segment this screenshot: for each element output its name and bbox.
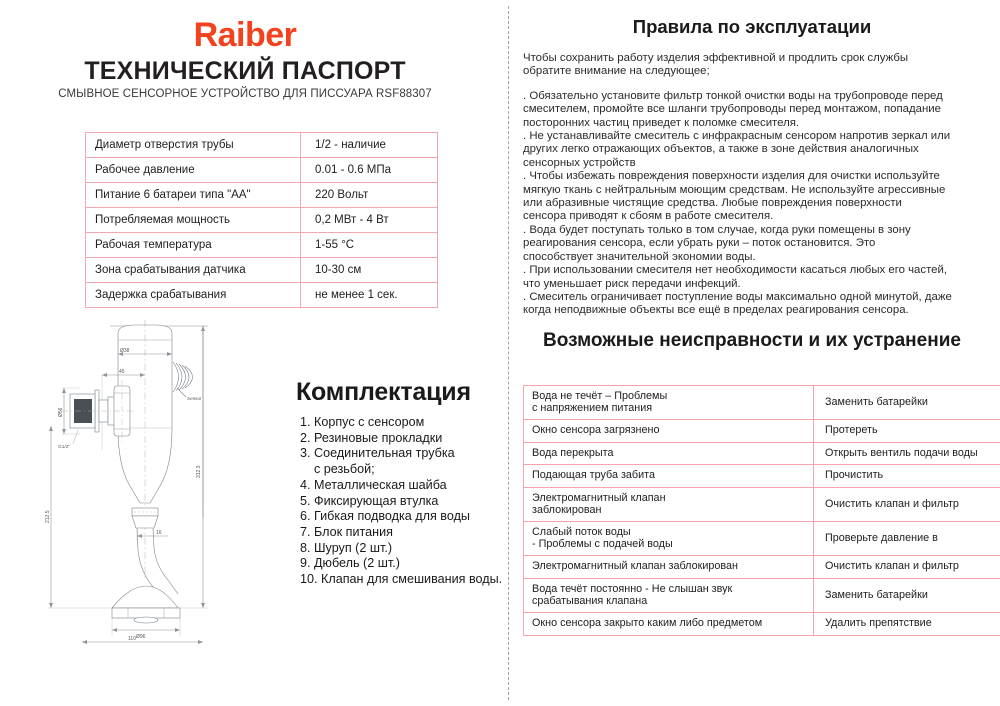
fault-problem: Подающая труба забита: [524, 465, 814, 488]
spec-value: 10-30 см: [301, 258, 438, 283]
kit-item-label: 3. Соединительная трубка: [300, 446, 455, 461]
kit-item-label: 2. Резиновые прокладки: [300, 430, 443, 445]
page-subtitle: СМЫВНОЕ СЕНСОРНОЕ УСТРОЙСТВО ДЛЯ ПИССУАРА RSF88307: [58, 88, 432, 100]
specifications-table: [85, 132, 438, 308]
svg-text:Ø96: Ø96: [136, 634, 146, 640]
table-row: [524, 386, 1000, 420]
list-item: [300, 431, 500, 447]
kit-item-label-continued: с резьбой;: [314, 462, 375, 477]
fault-fix: Протереть: [814, 420, 1000, 443]
table-row: [524, 442, 1000, 465]
svg-text:45: 45: [119, 369, 125, 375]
table-row: [86, 233, 438, 258]
faults-section-title: Возможные неисправности и их устранение: [543, 330, 961, 351]
rules-paragraph: . Чтобы избежать повреждения поверхности изделия для очистки используйте мягкую ткань с нейтральным моющим средствам. Не используйте агрессивные или абразивные чистящие средства. Любые повреждения поверхности сенсора приводят к сбоям в работе смесителя.: [523, 170, 946, 223]
fault-problem: Окно сенсора загрязнено: [524, 420, 814, 443]
table-row: [524, 465, 1000, 488]
kit-item-label: 9. Дюбель (2 шт.): [300, 556, 400, 571]
kit-item-label: 10. Клапан для смешивания воды.: [300, 572, 503, 587]
table-row: [524, 487, 1000, 521]
svg-text:110: 110: [128, 636, 136, 642]
svg-text:212.5: 212.5: [45, 510, 51, 523]
spec-key: Диаметр отверстия трубы: [86, 133, 301, 158]
fault-problem: Электромагнитный клапан заблокирован: [524, 487, 814, 521]
list-item: [300, 478, 500, 494]
kit-item-label: 7. Блок питания: [300, 524, 393, 539]
spec-value: 1-55 °С: [301, 233, 438, 258]
svg-text:G1/2": G1/2": [58, 445, 71, 450]
rules-paragraph: . При использовании смесителя нет необходимости касаться любых его частей, что уменьшает риск передачи инфекций.: [523, 264, 948, 290]
rules-paragraph: . Обязательно установите фильтр тонкой очистки воды на трубопроводе перед смесителем, промойте все шланги трубопроводы перед монтажом, попадание посторонних частиц приведет к поломке смесителя.: [523, 89, 943, 129]
table-row: [524, 613, 1000, 636]
fault-problem: Окно сенсора закрыто каким либо предметом: [524, 613, 814, 636]
list-item: [300, 494, 500, 510]
page-title: ТЕХНИЧЕСКИЙ ПАСПОРТ: [84, 57, 406, 85]
spec-value: 220 Вольт: [301, 183, 438, 208]
fault-problem: Вода течёт постоянно - Не слышан звук срабатывания клапана: [524, 578, 814, 612]
table-row: [524, 578, 1000, 612]
spec-key: Задержка срабатывания: [86, 283, 301, 308]
fault-fix: Открыть вентиль подачи воды: [814, 442, 1000, 465]
table-row: [86, 258, 438, 283]
list-item: [300, 509, 500, 525]
spec-key: Потребляемая мощность: [86, 208, 301, 233]
svg-text:Ø38: Ø38: [120, 348, 130, 354]
fault-problem: Вода не течёт – Проблемы с напряжением питания: [524, 386, 814, 420]
kit-item-label: 5. Фиксирующая втулка: [300, 493, 439, 508]
fault-problem: Вода перекрыта: [524, 442, 814, 465]
spec-key: Питание 6 батареи типа "АА": [86, 183, 301, 208]
fault-fix: Проверьте давление в: [814, 522, 1000, 556]
svg-text:Sensor: Sensor: [187, 396, 202, 401]
brand-logo: Raiber: [193, 16, 297, 54]
fault-problem: Электромагнитный клапан заблокирован: [524, 556, 814, 579]
table-row: [86, 133, 438, 158]
kit-item-label: 6. Гибкая подводка для воды: [300, 509, 470, 524]
rules-body: [523, 52, 983, 318]
list-item: [300, 572, 503, 588]
technical-drawing: [40, 318, 290, 648]
right-column: [508, 0, 1000, 706]
kit-item-label: 8. Шуруп (2 шт.): [300, 540, 393, 555]
table-row: [86, 208, 438, 233]
list-item: [300, 541, 500, 557]
spec-value: не менее 1 сек.: [301, 283, 438, 308]
table-row: [524, 556, 1000, 579]
rules-section-title: Правила по эксплуатации: [632, 16, 872, 37]
spec-key: Зона срабатывания датчика: [86, 258, 301, 283]
table-row: [86, 283, 438, 308]
fault-problem: Слабый поток воды - Проблемы с подачей воды: [524, 522, 814, 556]
list-item: [300, 556, 500, 572]
svg-text:Ø56: Ø56: [58, 407, 64, 417]
fault-fix: Прочистить: [814, 465, 1000, 488]
table-row: [86, 158, 438, 183]
spec-key: Рабочая температура: [86, 233, 301, 258]
spec-value: 0,2 МВт - 4 Вт: [301, 208, 438, 233]
rules-intro: Чтобы сохранить работу изделия эффективной и продлить срок службы обратите внимание на следующее;: [523, 52, 909, 78]
spec-value: 1/2 - наличие: [301, 133, 438, 158]
kit-item-label: 4. Металлическая шайба: [300, 477, 447, 492]
fault-fix: Очистить клапан и фильтр: [814, 556, 1000, 579]
rules-paragraph: . Смеситель ограничивает поступление воды максимально одной минутой, даже когда неподвижные объекты все ещё в пределах реагирования сенсора.: [523, 290, 952, 317]
table-row: [86, 183, 438, 208]
fault-fix: Заменить батарейки: [814, 386, 1000, 420]
drawing-svg: [40, 318, 290, 648]
kit-item-label: 1. Корпус с сенсором: [300, 415, 425, 429]
faults-table: [523, 385, 1000, 636]
spec-key: Рабочее давление: [86, 158, 301, 183]
table-row: [524, 522, 1000, 556]
fault-fix: Удалить препятствие: [814, 613, 1000, 636]
fault-fix: Заменить батарейки: [814, 578, 1000, 612]
kit-list: [300, 415, 503, 588]
list-item: [300, 415, 500, 431]
spec-value: 0.01 - 0.6 МПа: [301, 158, 438, 183]
rules-paragraph: . Вода будет поступать только в том случае, когда руки помещены в зону реагирования сенсора, если убрать руки – поток остановится. Это способствует значительной экономии воды.: [523, 223, 911, 263]
list-item: [300, 525, 500, 541]
fault-fix: Очистить клапан и фильтр: [814, 487, 1000, 521]
svg-text:312.3: 312.3: [196, 465, 202, 478]
rules-paragraph: . Не устанавливайте смеситель с инфракрасным сенсором напротив зеркал или других легко отражающих объектов, а также в зоне действия аналогичных сенсорных устройств: [523, 130, 951, 169]
list-item: [300, 446, 500, 477]
svg-text:16: 16: [156, 530, 162, 536]
kit-section-title: Комплектация: [296, 378, 471, 406]
table-row: [524, 420, 1000, 443]
